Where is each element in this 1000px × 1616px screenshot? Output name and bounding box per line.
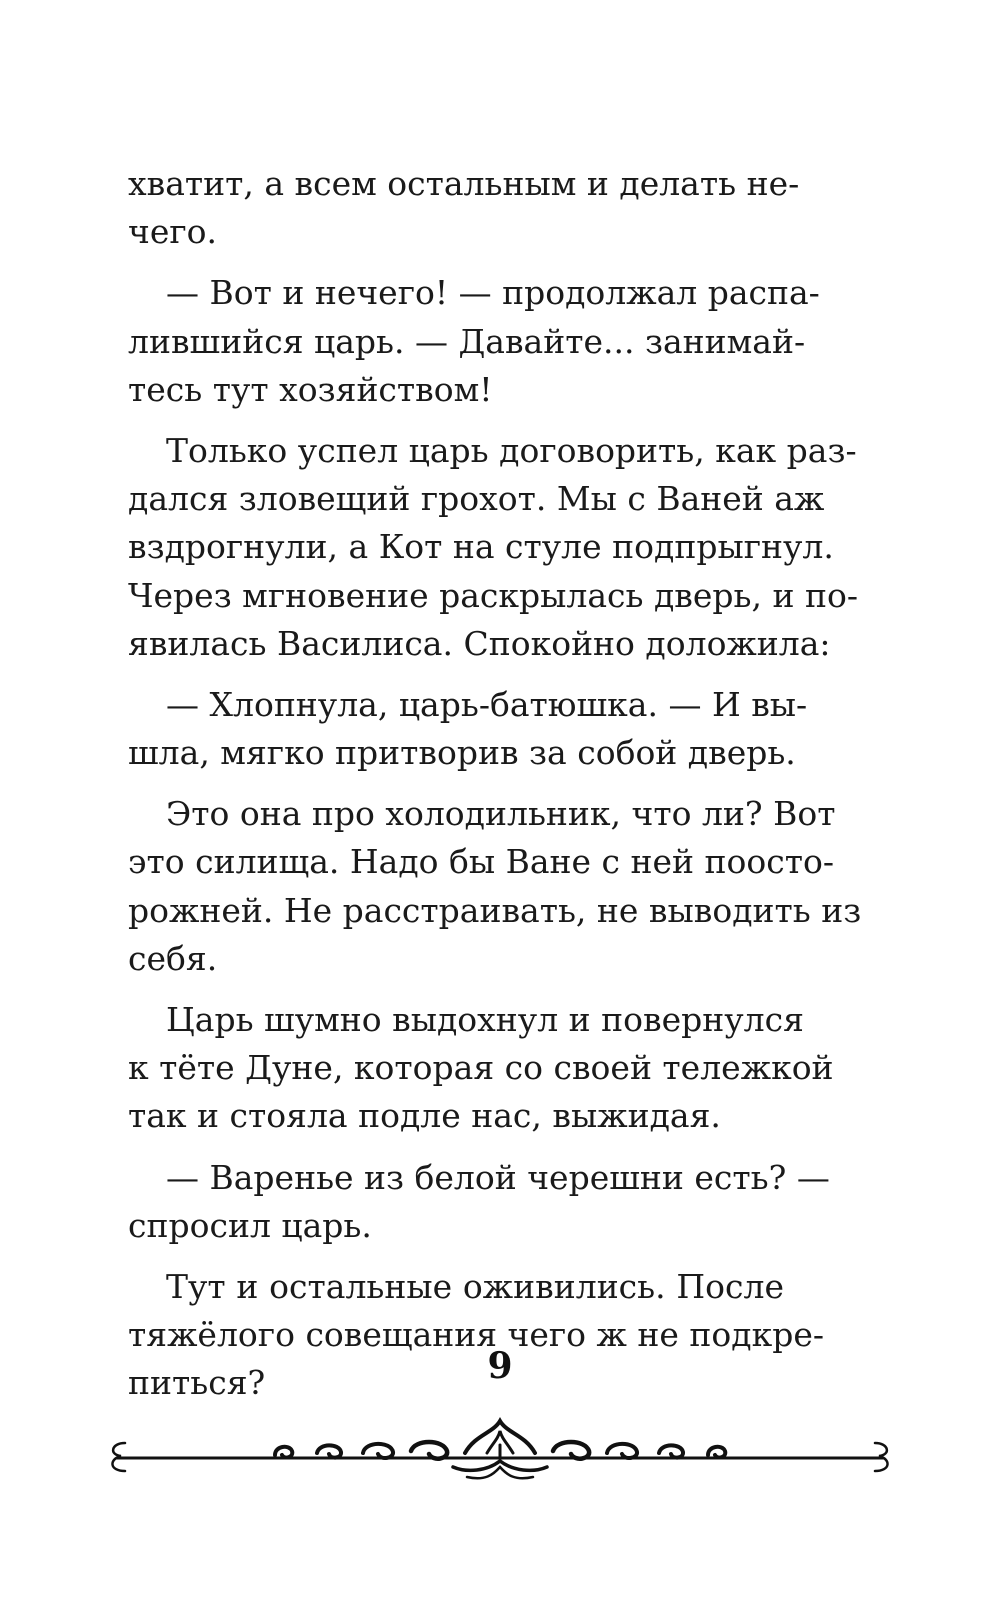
- text-line: — Вот и нечего! — продолжал распа-: [166, 273, 820, 313]
- text-line: вздрогнули, а Кот на стуле подпрыгнул.: [128, 527, 834, 567]
- text-line: чего.: [128, 212, 217, 252]
- text-line: тяжёлого совещания чего ж не подкре-: [128, 1315, 825, 1355]
- text-line: питься?: [128, 1363, 266, 1403]
- text-line: шла, мягко притворив за собой дверь.: [128, 733, 796, 773]
- text-line: себя.: [128, 938, 218, 978]
- body-text: [128, 160, 862, 1408]
- text-line: лившийся царь. — Давайте... занимай-: [128, 321, 806, 361]
- text-line: тесь тут хозяйством!: [128, 369, 493, 409]
- text-line: — Хлопнула, царь-батюшка. — И вы-: [166, 684, 808, 724]
- text-line: к тёте Дуне, которая со своей тележкой: [128, 1048, 834, 1088]
- text-line: Царь шумно выдохнул и повернулся: [166, 1000, 804, 1039]
- text-line: Только успел царь договорить, как раз-: [166, 430, 857, 470]
- text-line: Через мгновение раскрылась дверь, и по-: [128, 575, 858, 615]
- text-line: рожней. Не расстраивать, не выводить из: [128, 890, 862, 930]
- text-line: дался зловещий грохот. Мы с Ваней аж: [128, 479, 825, 519]
- decorative-flourish-icon: [95, 1415, 905, 1485]
- text-line: Это она про холодильник, что ли? Вот: [166, 794, 836, 834]
- text-line: это силища. Надо бы Ване с ней поосто-: [128, 842, 835, 882]
- text-line: хватит, а всем остальным и делать не-: [128, 164, 800, 203]
- text-line: Тут и остальные оживились. После: [166, 1266, 784, 1306]
- text-line: спросил царь.: [128, 1205, 372, 1245]
- text-line: так и стояла подле нас, выжидая.: [128, 1096, 721, 1136]
- text-line: явилась Василиса. Спокойно доложила:: [128, 623, 831, 663]
- text-line: — Варенье из белой черешни есть? —: [166, 1157, 830, 1197]
- page-number: 9: [487, 1345, 513, 1387]
